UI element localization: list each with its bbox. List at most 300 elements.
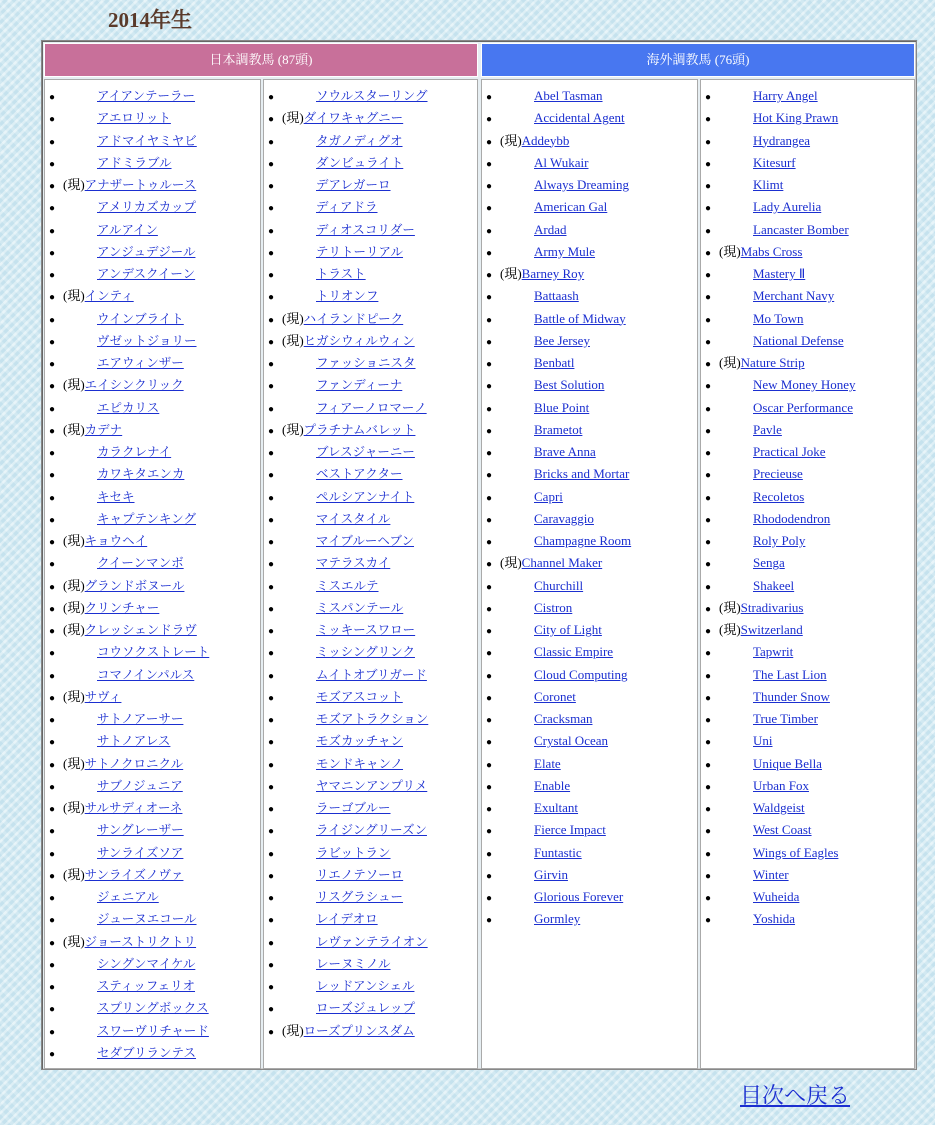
horse-link[interactable]: テリトーリアル	[316, 243, 404, 259]
bullet-icon: ●	[268, 136, 275, 148]
list-item	[45, 530, 260, 552]
horse-link[interactable]: Precieuse	[753, 466, 803, 482]
list-item	[264, 686, 477, 708]
bullet-icon: ●	[486, 136, 493, 148]
horse-link[interactable]: ラーゴブルー	[316, 800, 391, 815]
horse-link[interactable]: スワーヴリチャード	[97, 1022, 209, 1038]
horse-link[interactable]: ディアドラ	[316, 199, 378, 215]
bullet-icon: ●	[705, 492, 712, 504]
list-item	[45, 1020, 260, 1042]
list-item	[45, 308, 260, 330]
list-item	[701, 486, 914, 508]
list-item	[45, 552, 260, 574]
horse-link[interactable]: Wings of Eagles	[753, 844, 839, 860]
horse-link[interactable]: アイアンテーラー	[97, 88, 196, 103]
horse-link[interactable]: Brave Anna	[534, 444, 596, 459]
bullet-icon: ●	[705, 403, 712, 415]
horse-link[interactable]: Rhododendron	[753, 510, 831, 526]
current-marker: (現)	[282, 310, 304, 326]
horse-link[interactable]: ヒガシウィルウィン	[303, 332, 415, 348]
horse-link[interactable]: リエノテソーロ	[316, 866, 404, 882]
list-item	[701, 174, 914, 196]
horse-link[interactable]: スティッフェリオ	[97, 978, 196, 993]
bullet-icon: ●	[268, 559, 275, 571]
bullet-icon: ●	[268, 959, 275, 971]
list-item	[701, 597, 914, 619]
horse-link[interactable]: New Money Honey	[753, 377, 856, 393]
list-item	[45, 508, 260, 530]
list-item	[45, 486, 260, 508]
horse-link[interactable]: サンライズソア	[97, 844, 184, 860]
horse-link[interactable]: アメリカズカップ	[97, 199, 197, 215]
bullet-icon: ●	[49, 158, 56, 170]
list-item	[701, 152, 914, 174]
horse-link[interactable]: サブノジュニア	[97, 777, 183, 793]
bullet-icon: ●	[486, 559, 493, 571]
horse-link[interactable]: カデナ	[84, 421, 123, 437]
bullet-icon: ●	[49, 292, 56, 304]
list-item	[482, 352, 697, 374]
horse-link[interactable]: Cracksman	[534, 711, 593, 726]
horse-link[interactable]: Urban Fox	[753, 777, 809, 793]
horse-link[interactable]: ローズプリンスダム	[303, 1022, 415, 1038]
horse-link[interactable]: Mabs Cross	[740, 243, 803, 259]
list-item	[482, 530, 697, 552]
list-item	[701, 641, 914, 663]
horse-list	[701, 80, 914, 931]
list-item	[701, 753, 914, 775]
horse-link[interactable]: Funtastic	[534, 844, 582, 860]
horse-link[interactable]: ヤマニンアンプリメ	[316, 777, 428, 793]
bullet-icon: ●	[705, 314, 712, 326]
bullet-icon: ●	[486, 359, 493, 370]
list-item	[701, 352, 914, 374]
list-item	[701, 819, 914, 841]
horse-link[interactable]: American Gal	[534, 199, 608, 215]
list-item	[264, 486, 477, 508]
horse-link[interactable]: マイブルーヘブン	[316, 533, 415, 548]
horse-link[interactable]: Practical Joke	[753, 444, 826, 459]
horse-link[interactable]: ペルシアンナイト	[316, 488, 415, 504]
bullet-icon: ●	[486, 203, 493, 215]
horse-link[interactable]: エイシンクリック	[84, 377, 184, 393]
horse-link[interactable]: アンジュデジール	[97, 243, 196, 259]
horse-link[interactable]: Pavle	[753, 421, 782, 437]
horse-link[interactable]: Harry Angel	[753, 88, 818, 103]
horse-link[interactable]: Abel Tasman	[534, 88, 603, 103]
horse-link[interactable]: ライジングリーズン	[316, 822, 427, 838]
horse-link[interactable]: ローズジュレップ	[316, 1000, 416, 1016]
horse-link[interactable]: Mastery Ⅱ	[753, 266, 806, 281]
horse-link[interactable]: Capri	[534, 488, 563, 504]
bullet-icon: ●	[268, 982, 275, 993]
bullet-icon: ●	[49, 181, 56, 192]
horse-link[interactable]: Caravaggio	[534, 510, 594, 526]
list-item	[264, 174, 477, 196]
list-item	[45, 397, 260, 419]
list-item	[482, 85, 697, 107]
horse-link[interactable]: サトノアーサー	[97, 711, 184, 726]
bullet-icon: ●	[268, 826, 275, 838]
bullet-icon: ●	[486, 381, 493, 393]
list-item	[482, 775, 697, 797]
horse-link[interactable]: Accidental Agent	[534, 110, 625, 126]
bullet-icon: ●	[49, 826, 56, 838]
horse-link[interactable]: ヴゼットジョリー	[97, 332, 197, 348]
bullet-icon: ●	[705, 359, 712, 370]
horse-link[interactable]: ジェニアル	[97, 889, 159, 904]
horse-link[interactable]: Tapwrit	[753, 644, 794, 660]
horse-link[interactable]: サトノクロニクル	[84, 755, 184, 771]
horse-link[interactable]: アエロリット	[97, 110, 171, 126]
bullet-icon: ●	[705, 537, 712, 548]
list-item	[482, 285, 697, 307]
list-item	[45, 130, 260, 152]
horse-link[interactable]: Thunder Snow	[753, 688, 830, 704]
horse-link[interactable]: シングンマイケル	[97, 955, 196, 971]
horse-link[interactable]: Army Mule	[534, 243, 596, 259]
horse-link[interactable]: City of Light	[534, 622, 602, 637]
bullet-icon: ●	[705, 626, 712, 637]
horse-link[interactable]: サルサディオーネ	[84, 800, 183, 815]
horse-link[interactable]: エアウィンザー	[97, 355, 184, 370]
bullet-icon: ●	[49, 737, 56, 749]
list-item	[482, 374, 697, 396]
horse-link[interactable]: Gormley	[534, 911, 581, 927]
list-item	[701, 775, 914, 797]
list-item	[264, 463, 477, 485]
horse-list	[45, 80, 260, 1064]
horse-link[interactable]: ミッキースワロー	[316, 622, 416, 637]
horse-link[interactable]: Churchill	[534, 577, 584, 593]
horse-link[interactable]: アンデスクイーン	[97, 266, 196, 281]
bullet-icon: ●	[705, 136, 712, 148]
horse-link[interactable]: マテラスカイ	[316, 555, 391, 571]
horse-link[interactable]: ベストアクター	[316, 466, 403, 482]
bullet-icon: ●	[486, 425, 493, 437]
current-marker: (現)	[500, 132, 522, 148]
horse-link[interactable]: The Last Lion	[753, 666, 827, 682]
bullet-icon: ●	[705, 781, 712, 793]
horse-link[interactable]: スプリングボックス	[97, 1000, 209, 1016]
horse-link[interactable]: キョウヘイ	[84, 533, 148, 548]
list-item	[264, 263, 477, 285]
bullet-icon: ●	[268, 514, 275, 526]
horse-link[interactable]: Glorious Forever	[534, 889, 624, 904]
horse-link[interactable]: Champagne Room	[534, 533, 632, 548]
bullet-icon: ●	[705, 893, 712, 904]
horse-link[interactable]: Cloud Computing	[534, 666, 628, 682]
horse-link[interactable]: フィアーノロマーノ	[316, 399, 427, 415]
horse-link[interactable]: Shakeel	[753, 577, 795, 593]
horse-link[interactable]: Always Dreaming	[534, 177, 629, 192]
list-item	[264, 441, 477, 463]
bullet-icon: ●	[49, 715, 56, 726]
list-item	[45, 597, 260, 619]
horse-link[interactable]: Bricks and Mortar	[534, 466, 630, 482]
horse-link[interactable]: ムイトオブリガード	[316, 666, 427, 682]
horse-link[interactable]: Oscar Performance	[753, 399, 853, 415]
bullet-icon: ●	[268, 870, 275, 882]
horse-link[interactable]: Girvin	[534, 866, 568, 882]
bullet-icon: ●	[49, 1026, 56, 1038]
horse-link[interactable]: Elate	[534, 755, 561, 771]
horse-link[interactable]: Crystal Ocean	[534, 733, 609, 749]
japan-column-1	[44, 79, 261, 1069]
horse-link[interactable]: ウインブライト	[97, 310, 184, 326]
horse-link[interactable]: Al Wukair	[534, 154, 589, 170]
list-item	[701, 130, 914, 152]
list-item	[701, 463, 914, 485]
horse-link[interactable]: True Timber	[753, 711, 818, 726]
horse-link[interactable]: ダンビュライト	[316, 154, 404, 170]
horse-link[interactable]: クリンチャー	[84, 599, 160, 615]
bullet-icon: ●	[486, 804, 493, 815]
bullet-icon: ●	[49, 448, 56, 459]
horse-link[interactable]: サングレーザー	[97, 822, 184, 838]
bullet-icon: ●	[486, 403, 493, 415]
horse-link[interactable]: Brametot	[534, 421, 583, 437]
bullet-icon: ●	[486, 826, 493, 838]
horse-link[interactable]: Addeybb	[521, 132, 570, 148]
list-item	[482, 263, 697, 285]
bullet-icon: ●	[268, 403, 275, 415]
horse-link[interactable]: Senga	[753, 555, 785, 571]
bullet-icon: ●	[268, 915, 275, 927]
horse-link[interactable]: アルアイン	[97, 221, 158, 237]
horse-link[interactable]: Battle of Midway	[534, 310, 626, 326]
list-item	[701, 552, 914, 574]
horse-link[interactable]: Exultant	[534, 800, 579, 815]
horse-link[interactable]: クレッシェンドラヴ	[84, 622, 197, 637]
list-item	[264, 308, 477, 330]
horse-link[interactable]: セダブリランテス	[97, 1044, 197, 1060]
horse-link[interactable]: インティ	[84, 288, 134, 304]
horse-link[interactable]: Lady Aurelia	[753, 199, 822, 215]
list-item	[482, 819, 697, 841]
horse-link[interactable]: Mo Town	[753, 310, 804, 326]
overseas-column-1	[481, 79, 698, 1069]
horse-link[interactable]: サヴィ	[84, 688, 122, 704]
horse-link[interactable]: Blue Point	[534, 399, 590, 415]
bullet-icon: ●	[49, 1048, 56, 1060]
list-item	[701, 864, 914, 886]
bullet-icon: ●	[49, 381, 56, 393]
horse-link[interactable]: Roly Poly	[753, 533, 806, 548]
horse-link[interactable]: ディオスコリダー	[316, 221, 415, 237]
bullet-icon: ●	[49, 915, 56, 927]
bullet-icon: ●	[268, 492, 275, 504]
horse-link[interactable]: クイーンマンボ	[97, 555, 184, 571]
horse-link[interactable]: Switzerland	[740, 622, 803, 637]
horse-link[interactable]: モズアスコット	[316, 688, 403, 704]
horse-link[interactable]: モズカッチャン	[316, 733, 404, 749]
list-item	[45, 285, 260, 307]
bullet-icon: ●	[705, 715, 712, 726]
horse-link[interactable]: Ardad	[534, 221, 567, 237]
list-item	[264, 241, 477, 263]
horse-link[interactable]: ダイワキャグニー	[303, 110, 404, 126]
bullet-icon: ●	[49, 492, 56, 504]
horse-link[interactable]: ソウルスターリング	[316, 88, 428, 103]
current-marker: (現)	[63, 377, 85, 393]
horse-link[interactable]: デアレガーロ	[316, 177, 391, 192]
list-item	[701, 708, 914, 730]
list-item	[701, 530, 914, 552]
bullet-icon: ●	[486, 781, 493, 793]
bullet-icon: ●	[268, 670, 275, 682]
list-item	[482, 686, 697, 708]
list-item	[45, 152, 260, 174]
bullet-icon: ●	[486, 270, 493, 281]
horse-link[interactable]: ハイランドピーク	[303, 310, 404, 326]
bullet-icon: ●	[486, 470, 493, 482]
horse-link[interactable]: アドミラブル	[97, 154, 172, 170]
list-item	[482, 753, 697, 775]
horse-link[interactable]: エピカリス	[97, 399, 160, 415]
horse-link[interactable]: Cistron	[534, 599, 573, 615]
horse-link[interactable]: ミッシングリンク	[316, 644, 415, 660]
horse-link[interactable]: モズアトラクション	[316, 711, 429, 726]
horse-link[interactable]: カラクレナイ	[97, 444, 172, 459]
horse-link[interactable]: キャプテンキング	[97, 510, 197, 526]
horse-link[interactable]: National Defense	[753, 332, 844, 348]
horse-link[interactable]: Winter	[753, 866, 789, 882]
horse-link[interactable]: Classic Empire	[534, 644, 614, 660]
list-item	[264, 130, 477, 152]
japan-column-2	[263, 79, 478, 1069]
list-item	[701, 397, 914, 419]
horse-link[interactable]: Recoletos	[753, 488, 805, 504]
horse-link[interactable]: トリオンフ	[316, 288, 379, 304]
list-item	[264, 552, 477, 574]
horse-link[interactable]: レーヌミノル	[316, 955, 391, 971]
list-item	[264, 107, 477, 129]
horse-link[interactable]: ミスパンテール	[316, 599, 404, 615]
horse-link[interactable]: レイデオロ	[316, 911, 378, 927]
horse-link[interactable]: Enable	[534, 777, 571, 793]
list-item	[45, 85, 260, 107]
list-item	[482, 419, 697, 441]
bullet-icon: ●	[705, 737, 712, 749]
horse-link[interactable]: サトノアレス	[97, 733, 171, 749]
horse-link[interactable]: Hot King Prawn	[753, 110, 839, 126]
horse-link[interactable]: アドマイヤミヤビ	[97, 132, 197, 148]
current-marker: (現)	[500, 266, 522, 281]
list-item	[264, 819, 477, 841]
bullet-icon: ●	[268, 1026, 275, 1038]
horse-link[interactable]: コマノインパルス	[97, 666, 195, 682]
bullet-icon: ●	[705, 759, 712, 771]
current-marker: (現)	[282, 332, 304, 348]
bullet-icon: ●	[268, 448, 275, 459]
horse-link[interactable]: ジューヌエコール	[97, 911, 197, 927]
horse-link[interactable]: Merchant Navy	[753, 288, 835, 304]
horse-link[interactable]: Coronet	[534, 688, 576, 704]
list-item	[264, 285, 477, 307]
horse-link[interactable]: トラスト	[316, 266, 366, 281]
bullet-icon: ●	[49, 692, 56, 704]
bullet-icon: ●	[49, 114, 56, 126]
horse-link[interactable]: ブレスジャーニー	[316, 444, 415, 459]
list-item	[701, 374, 914, 396]
horse-link[interactable]: Benbatl	[534, 355, 575, 370]
horse-link[interactable]: レッドアンシェル	[316, 978, 415, 993]
horse-link[interactable]: グランドボヌール	[84, 577, 185, 593]
list-item	[45, 196, 260, 218]
horse-link[interactable]: ファンディーナ	[316, 377, 403, 393]
horse-link[interactable]: ラビットラン	[316, 844, 391, 860]
horse-link[interactable]: Channel Maker	[521, 555, 603, 571]
horse-link[interactable]: コウソクストレート	[97, 644, 210, 660]
list-item	[264, 730, 477, 752]
horse-link[interactable]: Uni	[753, 733, 773, 749]
horse-link[interactable]: モンドキャンノ	[316, 755, 404, 771]
horse-link[interactable]: キセキ	[97, 488, 135, 504]
list-item	[45, 575, 260, 597]
current-marker: (現)	[500, 555, 522, 571]
bullet-icon: ●	[705, 915, 712, 927]
bullet-icon: ●	[268, 1004, 275, 1016]
horse-link[interactable]: Nature Strip	[740, 355, 805, 370]
horse-link[interactable]: ファッショニスタ	[316, 355, 416, 370]
bullet-icon: ●	[705, 225, 712, 237]
horse-link[interactable]: Yoshida	[753, 911, 796, 927]
back-to-index-link[interactable]: 目次へ戻る	[740, 1083, 851, 1108]
horse-link[interactable]: Stradivarius	[740, 599, 804, 615]
horse-link[interactable]: Best Solution	[534, 377, 605, 393]
horse-link[interactable]: Waldgeist	[753, 800, 805, 815]
horse-link[interactable]: Wuheida	[753, 889, 800, 904]
list-item	[45, 908, 260, 930]
horse-link[interactable]: プラチナムバレット	[303, 421, 416, 437]
list-item	[701, 285, 914, 307]
horse-link[interactable]: サンライズノヴァ	[84, 866, 184, 882]
bullet-icon: ●	[705, 92, 712, 103]
horse-link[interactable]: Unique Bella	[753, 755, 822, 771]
list-item	[45, 463, 260, 485]
bullet-icon: ●	[268, 359, 275, 370]
horse-link[interactable]: Barney Roy	[521, 266, 585, 281]
current-marker: (現)	[719, 622, 741, 637]
horse-link[interactable]: Klimt	[753, 177, 784, 192]
horse-link[interactable]: Fierce Impact	[534, 822, 606, 838]
horse-link[interactable]: アナザートゥルース	[84, 177, 197, 192]
list-item	[701, 686, 914, 708]
horse-link[interactable]: Lancaster Bomber	[753, 221, 849, 237]
bullet-icon: ●	[486, 759, 493, 771]
horse-link[interactable]: Bee Jersey	[534, 332, 590, 348]
horse-link[interactable]: レヴァンテライオン	[316, 933, 428, 949]
horse-link[interactable]: マイスタイル	[316, 510, 391, 526]
horse-link[interactable]: Kitesurf	[753, 154, 796, 170]
horse-link[interactable]: Battaash	[534, 288, 579, 304]
horse-link[interactable]: ジョーストリクトリ	[84, 933, 197, 949]
horse-link[interactable]: ミスエルテ	[316, 577, 379, 593]
horse-link[interactable]: カワキタエンカ	[97, 466, 185, 482]
current-marker: (現)	[282, 1022, 304, 1038]
list-item	[482, 130, 697, 152]
horse-link[interactable]: West Coast	[753, 822, 812, 838]
list-item	[482, 730, 697, 752]
horse-link[interactable]: Hydrangea	[753, 132, 811, 148]
list-item	[701, 886, 914, 908]
horse-link[interactable]: リスグラシュー	[316, 889, 404, 904]
bullet-icon: ●	[486, 581, 493, 593]
bullet-icon: ●	[705, 381, 712, 393]
bullet-icon: ●	[268, 715, 275, 726]
horse-link[interactable]: タガノディグオ	[316, 132, 403, 148]
